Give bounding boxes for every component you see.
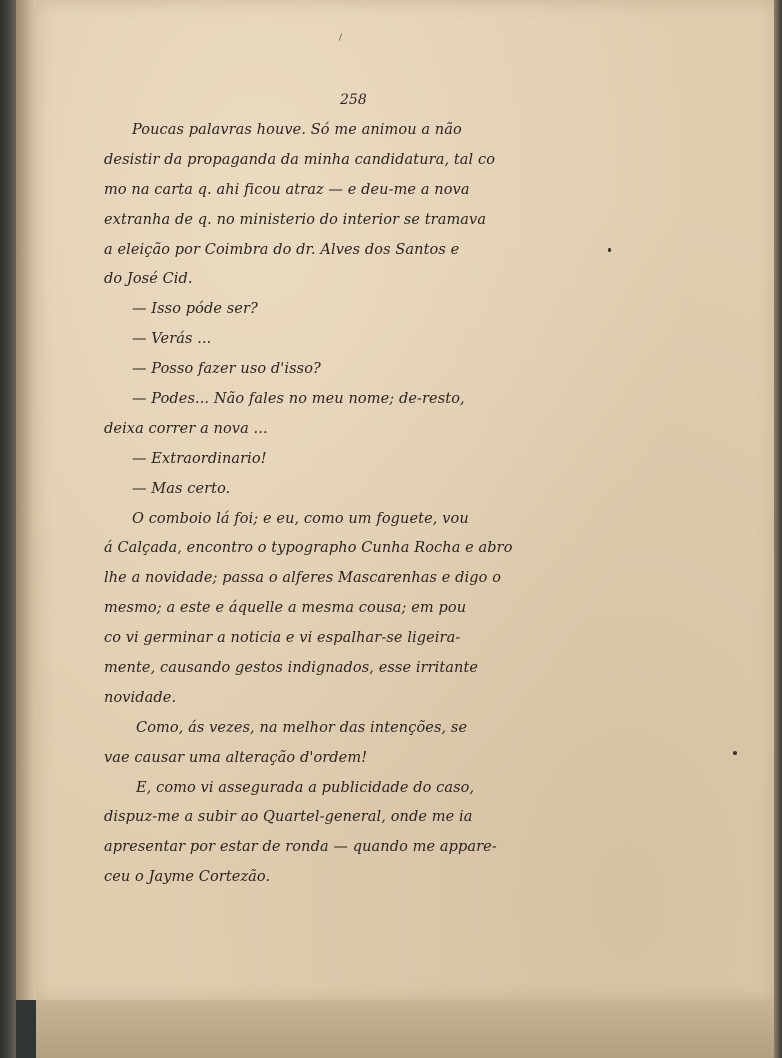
book-spine-edge [0,0,16,1058]
page-number: 258 [340,92,367,108]
ink-dot [733,751,737,755]
text-line: Como, ás vezes, na melhor das intenções, se [136,719,468,736]
text-line: a eleição por Coimbra do dr. Alves dos Santos e [104,241,460,258]
text-line: desistir da propaganda da minha candidatura, tal co [104,151,496,168]
text-line: — Extraordinario! [132,450,267,467]
text-line: á Calçada, encontro o typographo Cunha Rocha e abro [104,540,513,557]
text-line: — Mas certo. [132,480,231,497]
text-line: vae causar uma alteração d'ordem! [104,749,368,766]
text-line: — Verás ... [132,331,212,348]
text-line: mesmo; a este e áquelle a mesma cousa; em pou [104,600,467,617]
text-line: mente, causando gestos indignados, esse irritante [104,660,479,677]
text-line: — Podes... Não fales no meu nome; de-resto, [132,391,465,408]
text-line: novidade. [104,689,177,706]
text-line: — Isso póde ser? [132,301,258,318]
page-bottom-edge [36,1000,782,1058]
text-line: do José Cid. [104,271,193,288]
text-line: co vi germinar a noticia e vi espalhar-se ligeira- [104,630,461,647]
text-line: deixa correr a nova ... [104,420,268,437]
handwritten-text-block [104,116,579,893]
ink-mark [608,248,611,252]
text-line: apresentar por estar de ronda — quando me appare- [104,839,497,856]
page-right-edge [774,0,782,1058]
text-line: Poucas palavras houve. Só me animou a não [132,122,462,138]
text-line: E, como vi assegurada a publicidade do caso, [136,779,475,796]
text-line: lhe a novidade; passa o alferes Mascarenhas e digo o [104,570,502,587]
text-line: extranha de q. no ministerio do interior se tramava [104,211,487,228]
text-line: mo na carta q. ahi ficou atraz — e deu-me a nova [104,181,470,198]
text-line: dispuz-me a subir ao Quartel-general, onde me ia [104,809,473,826]
text-line: ceu o Jayme Cortezão. [104,869,271,886]
text-line: — Posso fazer uso d'isso? [132,361,321,378]
text-line: O comboio lá foi; e eu, como um foguete, vou [132,510,469,527]
